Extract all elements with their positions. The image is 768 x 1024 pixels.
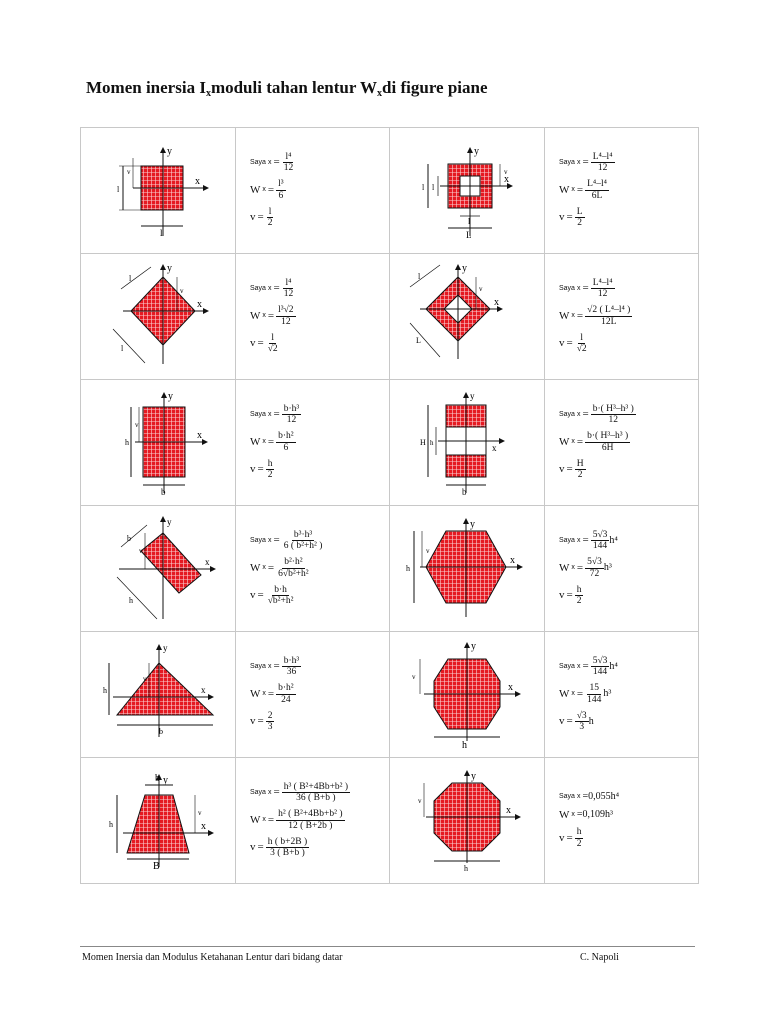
svg-text:x: x	[492, 443, 497, 453]
figure-hexagon-vertical	[390, 632, 545, 758]
svg-text:b: b	[462, 487, 467, 497]
table-row	[81, 380, 699, 506]
svg-text:x: x	[494, 297, 499, 308]
svg-text:x: x	[201, 685, 206, 695]
svg-text:y: y	[163, 775, 168, 786]
formula-table	[80, 127, 699, 884]
svg-text:v: v	[504, 167, 508, 176]
svg-text:h: h	[406, 564, 410, 573]
svg-text:y: y	[167, 263, 172, 274]
svg-text:x: x	[195, 175, 200, 187]
svg-text:x: x	[510, 555, 515, 566]
svg-text:h: h	[125, 438, 129, 447]
table-row	[81, 758, 699, 884]
svg-text:x: x	[201, 821, 206, 832]
formula-block: Saya x = $\frac{\text{l⁴}}{12}$ W x = $\frac{\text{l³}}{6}$ v = $\frac{l}{2}$	[250, 151, 294, 229]
svg-text:L: L	[466, 229, 472, 240]
svg-text:l: l	[422, 182, 425, 192]
formula-block: Saya x = $\frac{\text{L⁴–l⁴}}{12}$ W x = $\frac{\text{L⁴–l⁴}}{6L}$ v = $\frac{L}{2}$	[559, 151, 613, 229]
svg-text:v: v	[143, 675, 147, 683]
page-title: Momen inersia $I_xmoduli$ tahan lentur $W_xdi$ figure piane	[86, 78, 488, 99]
svg-text:b: b	[127, 534, 131, 543]
table-row	[81, 632, 699, 758]
svg-text:y: y	[462, 263, 467, 274]
svg-text:x: x	[508, 682, 513, 693]
svg-text:h: h	[103, 686, 107, 695]
figure-split-rectangle	[390, 380, 545, 506]
formula-block: Saya x = $\frac{\text{L⁴–l⁴}}{12}$ W x = $\frac{\text{√2 ( L⁴–l⁴ )}}{12L}$ v = $\frac{l}{√2}$	[559, 277, 631, 355]
formula-block: Saya x = $\frac{\text{b³·h³}}{\text{6 ( b²+h² )}}$ W x = $\frac{\text{b²·h²}}{\text{6√b²+h²}}$ v = $\frac{b\cdot h}{\text{√b²+h²}}$	[250, 529, 323, 607]
svg-text:y: y	[168, 391, 173, 402]
svg-text:H: H	[420, 438, 426, 447]
figure-trapezoid	[81, 758, 236, 884]
formula-block: Saya x =0,055h⁴ W x =0,109h³ v = $\frac{h}{2}$	[559, 791, 620, 849]
formula-block: Saya x = $\frac{\text{h³ ( B²+4Bb+b² )}}{36 ( B+b )}$ W x = $\frac{\text{h² ( B²+4Bb+b² )}}{12 ( B+2b )}$ v = $\frac{h ( b+2B )}{3 ( B+b )}$	[250, 781, 349, 859]
svg-text:l: l	[418, 272, 421, 281]
figure-rotated-rectangle	[81, 506, 236, 632]
figure-square	[81, 128, 236, 254]
figure-hollow-square	[390, 128, 545, 254]
formula-cell	[236, 254, 390, 380]
table-row	[81, 128, 699, 254]
formula-block: Saya x = $\frac{\text{b·h³}}{36}$ W x = $\frac{\text{b·h²}}{24}$ v = $\frac{2}{3}$	[250, 655, 300, 733]
svg-text:h: h	[464, 864, 468, 873]
svg-text:v: v	[412, 673, 416, 681]
svg-text:l: l	[129, 274, 132, 283]
svg-text:h: h	[129, 596, 133, 605]
svg-text:y: y	[471, 641, 476, 652]
figure-octagon	[390, 758, 545, 884]
footer-caption: Momen Inersia dan Modulus Ketahanan Lentur dari bidang datar	[82, 952, 343, 963]
figure-rectangle	[81, 380, 236, 506]
svg-text:y: y	[167, 517, 172, 527]
svg-text:h: h	[109, 820, 113, 829]
svg-text:x: x	[205, 557, 210, 567]
figure-hexagon-horizontal	[390, 506, 545, 632]
svg-text:v: v	[180, 287, 184, 295]
svg-text:x: x	[504, 173, 509, 185]
svg-text:x: x	[197, 430, 202, 441]
formula-cell	[545, 380, 699, 506]
svg-text:b: b	[155, 773, 160, 784]
svg-text:y: y	[470, 391, 475, 401]
svg-text:h: h	[462, 740, 467, 751]
formula-cell	[545, 758, 699, 884]
svg-text:v: v	[198, 809, 202, 817]
svg-text:y: y	[474, 145, 479, 157]
svg-text:B: B	[153, 861, 160, 872]
svg-text:y: y	[163, 643, 168, 653]
svg-text:L: L	[416, 336, 421, 345]
formula-cell	[545, 128, 699, 254]
footer-divider	[80, 946, 695, 947]
svg-text:v: v	[139, 547, 143, 555]
svg-text:l: l	[432, 182, 435, 192]
svg-text:v: v	[426, 547, 430, 555]
svg-text:l: l	[121, 344, 124, 353]
formula-cell	[545, 632, 699, 758]
svg-text:v: v	[135, 421, 139, 429]
svg-text:y: y	[167, 145, 172, 157]
formula-cell	[236, 758, 390, 884]
formula-cell	[545, 506, 699, 632]
svg-text:y: y	[471, 771, 476, 782]
svg-text:l: l	[117, 184, 120, 194]
formula-block: Saya x = $\frac{5√3}{144}$ h⁴ W x = $\frac{15}{144}$ h³ v = $\frac{√3}{3}$ h	[559, 655, 618, 733]
svg-text:v: v	[418, 797, 422, 805]
figure-diamond	[81, 254, 236, 380]
svg-text:b: b	[159, 727, 163, 736]
formula-block: Saya x = $\frac{\text{l⁴}}{12}$ W x = $\frac{\text{l³√2}}{12}$ v = $\frac{l}{√2}$	[250, 277, 294, 355]
formula-cell	[236, 128, 390, 254]
formula-cell	[236, 632, 390, 758]
formula-block: Saya x = $\frac{\text{b·( H³–h³ )}}{12}$ W x = $\frac{\text{b·( H³–h³ )}}{6H}$ v = $\frac{H}{2}$	[559, 403, 634, 481]
svg-text:y: y	[470, 519, 475, 530]
svg-text:h: h	[430, 439, 434, 447]
table-row	[81, 254, 699, 380]
table-row	[81, 506, 699, 632]
formula-block: Saya x = $\frac{\text{b·h³}}{12}$ W x = $\frac{\text{b·h²}}{6}$ v = $\frac{h}{2}$	[250, 403, 300, 481]
formula-cell	[236, 506, 390, 632]
svg-text:l: l	[468, 216, 471, 226]
svg-text:v: v	[479, 285, 483, 293]
figure-triangle	[81, 632, 236, 758]
footer-author: C. Napoli	[580, 952, 619, 963]
svg-text:x: x	[197, 299, 202, 310]
formula-block: Saya x = $\frac{5√3}{144}$ h⁴ W x = $\frac{5√3}{72}$ h³ v = $\frac{h}{2}$	[559, 529, 618, 607]
svg-text:v: v	[127, 167, 131, 176]
svg-text:b: b	[161, 487, 166, 497]
svg-text:l: l	[160, 227, 163, 238]
figure-hollow-diamond	[390, 254, 545, 380]
formula-cell	[545, 254, 699, 380]
formula-cell	[236, 380, 390, 506]
svg-text:x: x	[506, 805, 511, 816]
